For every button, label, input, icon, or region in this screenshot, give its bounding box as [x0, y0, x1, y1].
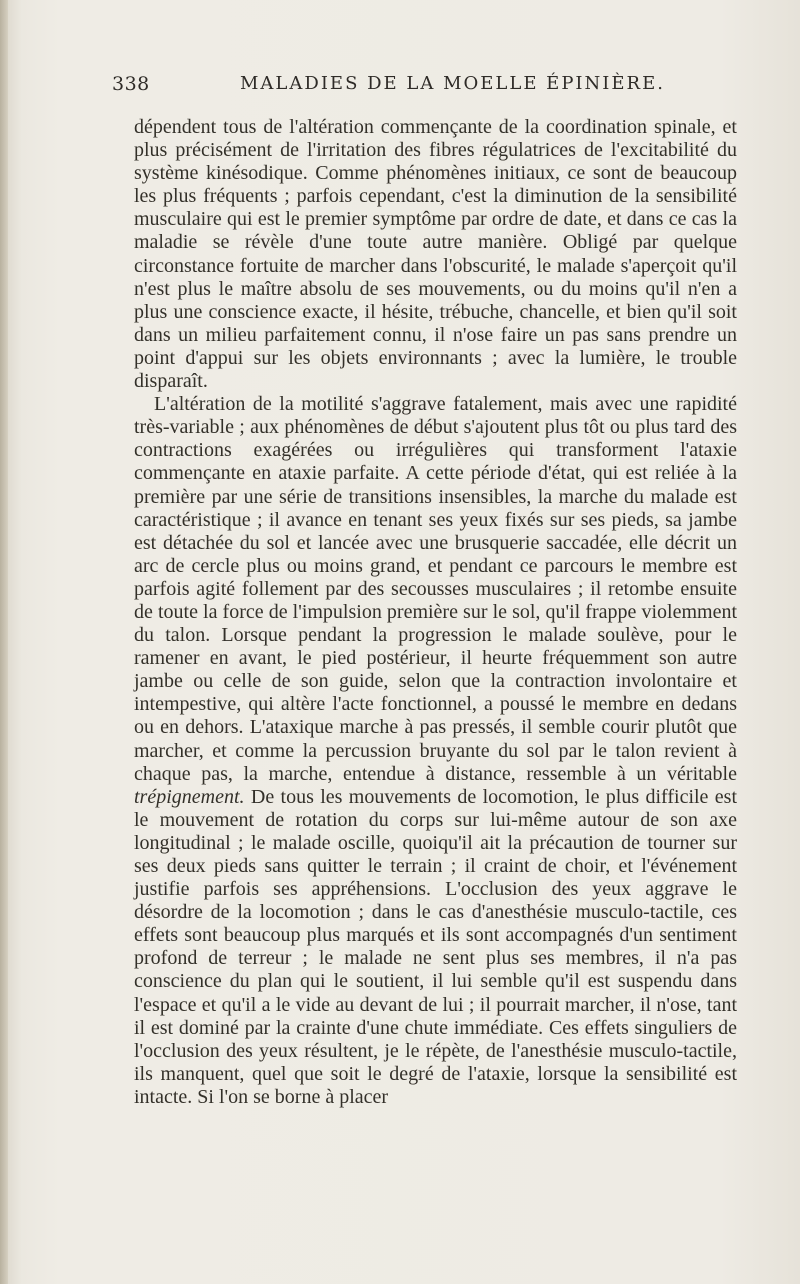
page-header: [112, 73, 712, 103]
paragraph-text: De tous les mouvements de locomotion, le plus difficile est le mouvement de rotation du corps sur lui-même autour de son axe longitudinal ; le malade oscille, quoiqu'il ait la précaution de tourner sur ses deux pieds sans quitter le terrain ; il craint de choir, et l'événement justifie parfois ses appréhensions. L'occlusion des yeux aggrave le désordre de la locomotion ; dans le cas d'anesthésie musculo-tactile, ces effets sont beaucoup plus marqués et ils sont accompagnés d'un sentiment profond de terreur ; le malade ne sent plus ses membres, il n'a pas conscience du plan qui le soutient, il lui semble qu'il est suspendu dans l'espace et qu'il a le vide au devant de lui ; il pourrait marcher, il n'ose, tant il est dominé par la crainte d'une chute immédiate. Ces effets singuliers de l'occlusion des yeux résultent, je le répète, de l'anesthésie musculo-tactile, ils manquent, quel que soit le degré de l'ataxie, lorsque la sensibilité est intacte. Si l'on se borne à placer: [134, 785, 737, 1108]
paragraph: dépendent tous de l'altération commençante de la coordination spinale, et plus précisément de l'irritation des fibres régulatrices de l'excitabilité du système kinésodique. Comme phénomènes initiaux, ce sont de beaucoup les plus fréquents ; parfois cependant, c'est la diminution de la sensibilité musculaire qui est le premier symptôme par ordre de date, et dans ce cas la maladie se révèle d'une toute autre manière. Obligé par quelque circonstance fortuite de marcher dans l'obscurité, le malade s'aperçoit qu'il n'est plus le maître absolu de ses mouvements, ou du moins qu'il n'en a plus une conscience exacte, il hésite, trébuche, chancelle, et bien qu'il soit dans un milieu parfaitement connu, il n'ose faire un pas sans prendre un point d'appui sur les objets environnants ; avec la lumière, le trouble disparaît.: [134, 116, 737, 393]
italic-term: trépignement.: [134, 785, 245, 808]
page-number: 338: [112, 73, 150, 95]
page-gutter: [0, 0, 8, 1284]
running-head: MALADIES DE LA MOELLE ÉPINIÈRE.: [240, 73, 665, 94]
body-text: [134, 116, 737, 1109]
paragraph-text: L'altération de la motilité s'aggrave fatalement, mais avec une rapidité très-variable ; aux phénomènes de début s'ajoutent plus tôt ou plus tard des contractions exagérées ou irrégulières qui transforment l'ataxie commençante en ataxie parfaite. A cette période d'état, qui est reliée à la première par une série de transitions insensibles, la marche du malade est caractéristique ; il avance en tenant ses yeux fixés sur ses pieds, sa jambe est détachée du sol et lancée avec une brusquerie saccadée, elle décrit un arc de cercle plus ou moins grand, et pendant ce parcours le membre est parfois agité follement par des secousses musculaires ; il retombe ensuite de toute la force de l'impulsion première sur le sol, qu'il frappe violemment du talon. Lorsque pendant la progression le malade soulève, pour le ramener en avant, le pied postérieur, il heurte fréquemment son autre jambe ou celle de son guide, selon que la contraction involontaire et intempestive, qui altère l'acte fonctionnel, a poussé le membre en dedans ou en dehors. L'ataxique marche à pas pressés, il semble courir plutôt que marcher, et comme la percussion bruyante du sol par le talon revient à chaque pas, la marche, entendue à distance, ressemble à un véritable: [134, 393, 737, 785]
paragraph: [134, 393, 737, 1109]
